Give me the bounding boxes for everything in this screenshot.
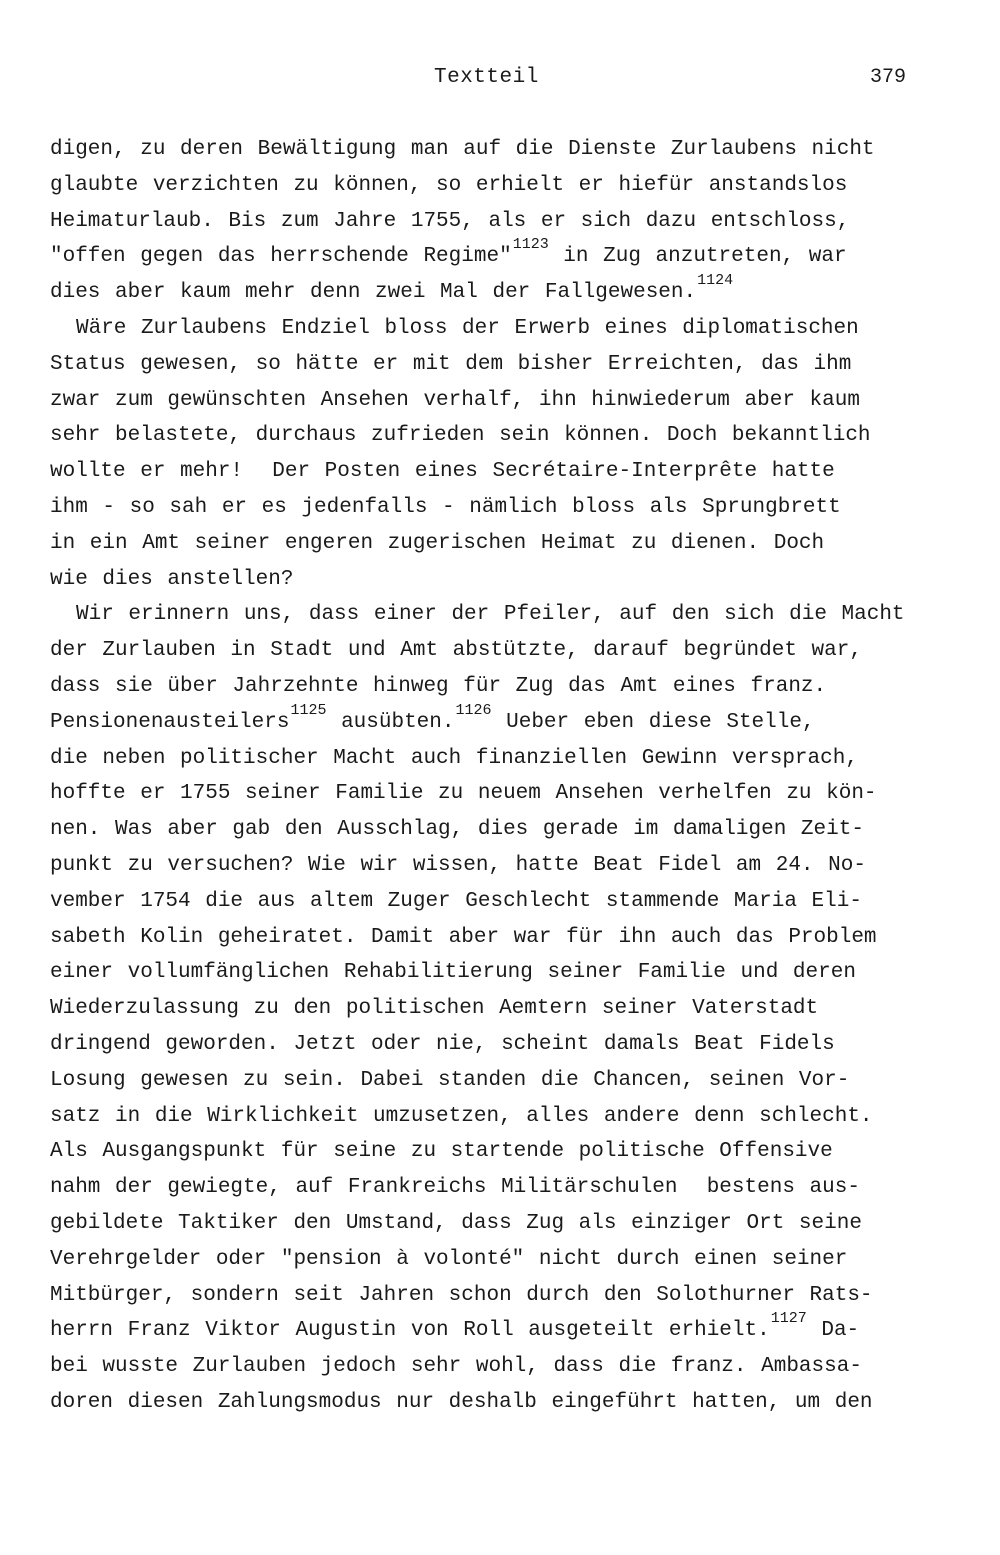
text-segment: gebildete Taktiker den Umstand, dass Zug als einziger Ort seine [50, 1211, 862, 1235]
text-segment: Wir erinnern uns, dass einer der Pfeiler, auf den sich die Macht [76, 603, 905, 627]
text-line [50, 1310, 980, 1349]
text-line [50, 236, 980, 275]
text-line [50, 812, 980, 848]
running-title: Textteil [434, 66, 539, 89]
text-line [50, 1134, 980, 1170]
text-line [50, 701, 980, 741]
text-segment: Status gewesen, so hätte er mit dem bisher Erreichten, das ihm [50, 352, 852, 376]
text-segment: Heimaturlaub. Bis zum Jahre 1755, als er sich dazu entschloss, [50, 209, 850, 233]
page-number: 379 [870, 66, 907, 89]
text-line [50, 776, 980, 812]
text-line [50, 1242, 980, 1278]
text-segment: bei wusste Zurlauben jedoch sehr wohl, dass die franz. Ambassa- [50, 1355, 862, 1379]
text-line [50, 884, 980, 920]
text-segment: dass sie über Jahrzehnte hinweg für Zug das Amt eines franz. [50, 674, 827, 698]
text-segment: der Zurlauben in Stadt und Amt abstützte, darauf begründet war, [50, 639, 862, 663]
text-line [50, 418, 980, 454]
text-line [50, 1027, 980, 1063]
text-segment: zwar zum gewünschten Ansehen verhalf, ihn hinwiederum aber kaum [50, 388, 860, 412]
text-line [50, 991, 980, 1027]
text-segment: vember 1754 die aus altem Zuger Geschlecht stammende Maria Eli- [50, 889, 862, 913]
text-line [50, 597, 980, 633]
text-segment: sehr belastete, durchaus zufrieden sein können. Doch bekanntlich [50, 424, 871, 448]
text-segment: dies aber kaum mehr denn zwei Mal der Fallgewesen. [50, 281, 697, 305]
text-segment: Losung gewesen zu sein. Dabei standen die Chancen, seinen Vor- [50, 1068, 850, 1092]
text-segment: ihm - so sah er es jedenfalls - nämlich bloss als Sprungbrett [50, 495, 841, 519]
footnote-marker: 1124 [697, 272, 734, 290]
text-line [50, 272, 980, 311]
text-line [50, 920, 980, 956]
text-line [50, 1206, 980, 1242]
text-line [50, 490, 980, 526]
text-segment: in ein Amt seiner engeren zugerischen Heimat zu dienen. Doch [50, 531, 825, 555]
footnote-marker: 1125 [290, 701, 327, 719]
text-segment: doren diesen Zahlungsmodus nur deshalb eingeführt hatten, um den [50, 1390, 873, 1414]
text-segment: in Zug anzutreten, war [548, 245, 847, 269]
text-line [50, 1349, 980, 1385]
text-line [50, 1099, 980, 1135]
text-segment: Mitbürger, sondern seit Jahren schon durch den Solothurner Rats- [50, 1283, 873, 1307]
text-line [50, 454, 980, 490]
text-segment: Als Ausgangspunkt für seine zu startende politische Offensive [50, 1140, 833, 1164]
text-line [50, 347, 980, 383]
text-line [50, 955, 980, 991]
text-segment: dringend geworden. Jetzt oder nie, scheint damals Beat Fidels [50, 1032, 835, 1056]
text-segment: wollte er mehr! Der Posten eines Secrétaire-Interprête hatte [50, 460, 835, 484]
text-segment: Verehrgelder oder "pension à volonté" nicht durch einen seiner [50, 1247, 848, 1271]
text-line [50, 848, 980, 884]
footnote-marker: 1126 [455, 701, 492, 719]
text-segment: "offen gegen das herrschende Regime" [50, 245, 512, 269]
text-segment: satz in die Wirklichkeit umzusetzen, alles andere denn schlecht. [50, 1104, 873, 1128]
footnote-marker: 1123 [512, 236, 549, 254]
text-line [50, 1063, 980, 1099]
text-line [50, 383, 980, 419]
text-line [50, 168, 980, 204]
text-segment: punkt zu versuchen? Wie wir wissen, hatte Beat Fidel am 24. No- [50, 853, 866, 877]
text-line [50, 204, 980, 240]
text-segment: einer vollumfänglichen Rehabilitierung seiner Familie und deren [50, 961, 856, 985]
text-segment: wie dies anstellen? [50, 567, 294, 591]
text-segment: glaubte verzichten zu können, so erhielt er hiefür anstandslos [50, 173, 848, 197]
text-segment: die neben politischer Macht auch finanziellen Gewinn versprach, [50, 746, 858, 770]
text-segment: digen, zu deren Bewältigung man auf die Dienste Zurlaubens nicht [50, 138, 875, 161]
text-line [50, 1170, 980, 1206]
text-segment: Wiederzulassung zu den politischen Aemtern seiner Vaterstadt [50, 997, 819, 1021]
text-line [50, 633, 980, 669]
text-line [50, 132, 980, 168]
text-line [50, 526, 980, 562]
text-segment: Ueber eben diese Stelle, [491, 710, 815, 734]
page-header [0, 66, 1000, 96]
text-segment: nen. Was aber gab den Ausschlag, dies gerade im damaligen Zeit- [50, 818, 864, 842]
text-line [50, 669, 980, 705]
text-segment: Wäre Zurlaubens Endziel bloss der Erwerb eines diplomatischen [76, 316, 859, 340]
text-segment: nahm der gewiegte, auf Frankreichs Militärschulen bestens aus- [50, 1176, 860, 1200]
body-text [50, 132, 980, 1421]
text-line [50, 562, 980, 598]
text-line [50, 1385, 980, 1421]
text-line [50, 1278, 980, 1314]
text-segment: Da- [806, 1319, 860, 1343]
text-segment: Pensionenausteilers [50, 710, 290, 734]
text-segment: ausübten. [326, 710, 455, 734]
text-line [50, 311, 980, 347]
footnote-marker: 1127 [770, 1310, 807, 1328]
text-segment: sabeth Kolin geheiratet. Damit aber war für ihn auch das Problem [50, 925, 877, 949]
text-segment: hoffte er 1755 seiner Familie zu neuem Ansehen verhelfen zu kön- [50, 782, 877, 806]
text-segment: herrn Franz Viktor Augustin von Roll ausgeteilt erhielt. [50, 1319, 770, 1343]
text-line [50, 741, 980, 777]
